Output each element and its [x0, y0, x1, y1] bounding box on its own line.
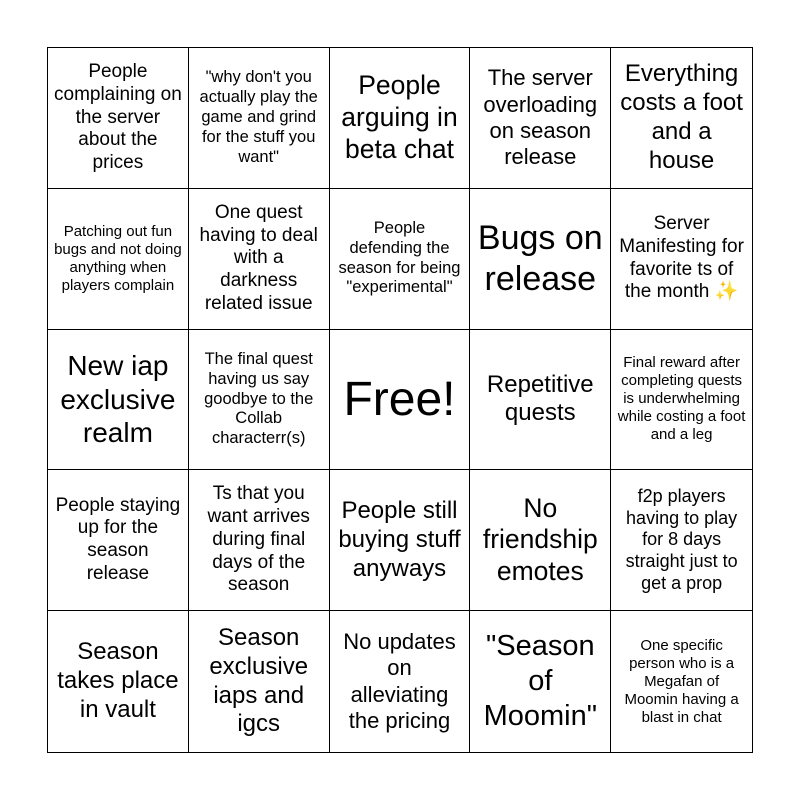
bingo-cell[interactable]: People arguing in beta chat	[330, 48, 471, 189]
bingo-cell[interactable]: Patching out fun bugs and not doing anything when players complain	[48, 189, 189, 330]
bingo-cell[interactable]: Everything costs a foot and a house	[611, 48, 752, 189]
free-space[interactable]: Free!	[330, 330, 471, 471]
bingo-cell[interactable]: No updates on alleviating the pricing	[330, 611, 471, 752]
bingo-cell[interactable]: "why don't you actually play the game and grind for the stuff you want"	[189, 48, 330, 189]
bingo-cell[interactable]: Bugs on release	[470, 189, 611, 330]
bingo-cell[interactable]: Season takes place in vault	[48, 611, 189, 752]
bingo-cell[interactable]: People defending the season for being "experimental"	[330, 189, 471, 330]
bingo-cell[interactable]: f2p players having to play for 8 days straight just to get a prop	[611, 470, 752, 611]
bingo-cell[interactable]: Server Manifesting for favorite ts of the month ✨	[611, 189, 752, 330]
bingo-cell[interactable]: People staying up for the season release	[48, 470, 189, 611]
bingo-cell[interactable]: New iap exclusive realm	[48, 330, 189, 471]
bingo-board	[47, 47, 753, 753]
bingo-cell[interactable]: Final reward after completing quests is underwhelming while costing a foot and a leg	[611, 330, 752, 471]
bingo-cell[interactable]: Repetitive quests	[470, 330, 611, 471]
bingo-cell[interactable]: "Season of Moomin"	[470, 611, 611, 752]
bingo-cell[interactable]: No friendship emotes	[470, 470, 611, 611]
bingo-cell[interactable]: One quest having to deal with a darkness related issue	[189, 189, 330, 330]
bingo-cell[interactable]: Season exclusive iaps and igcs	[189, 611, 330, 752]
bingo-cell[interactable]: People complaining on the server about the prices	[48, 48, 189, 189]
bingo-cell[interactable]: The server overloading on season release	[470, 48, 611, 189]
bingo-cell[interactable]: People still buying stuff anyways	[330, 470, 471, 611]
bingo-cell[interactable]: The final quest having us say goodbye to the Collab characterr(s)	[189, 330, 330, 471]
bingo-cell[interactable]: Ts that you want arrives during final days of the season	[189, 470, 330, 611]
bingo-cell[interactable]: One specific person who is a Megafan of Moomin having a blast in chat	[624, 636, 739, 726]
